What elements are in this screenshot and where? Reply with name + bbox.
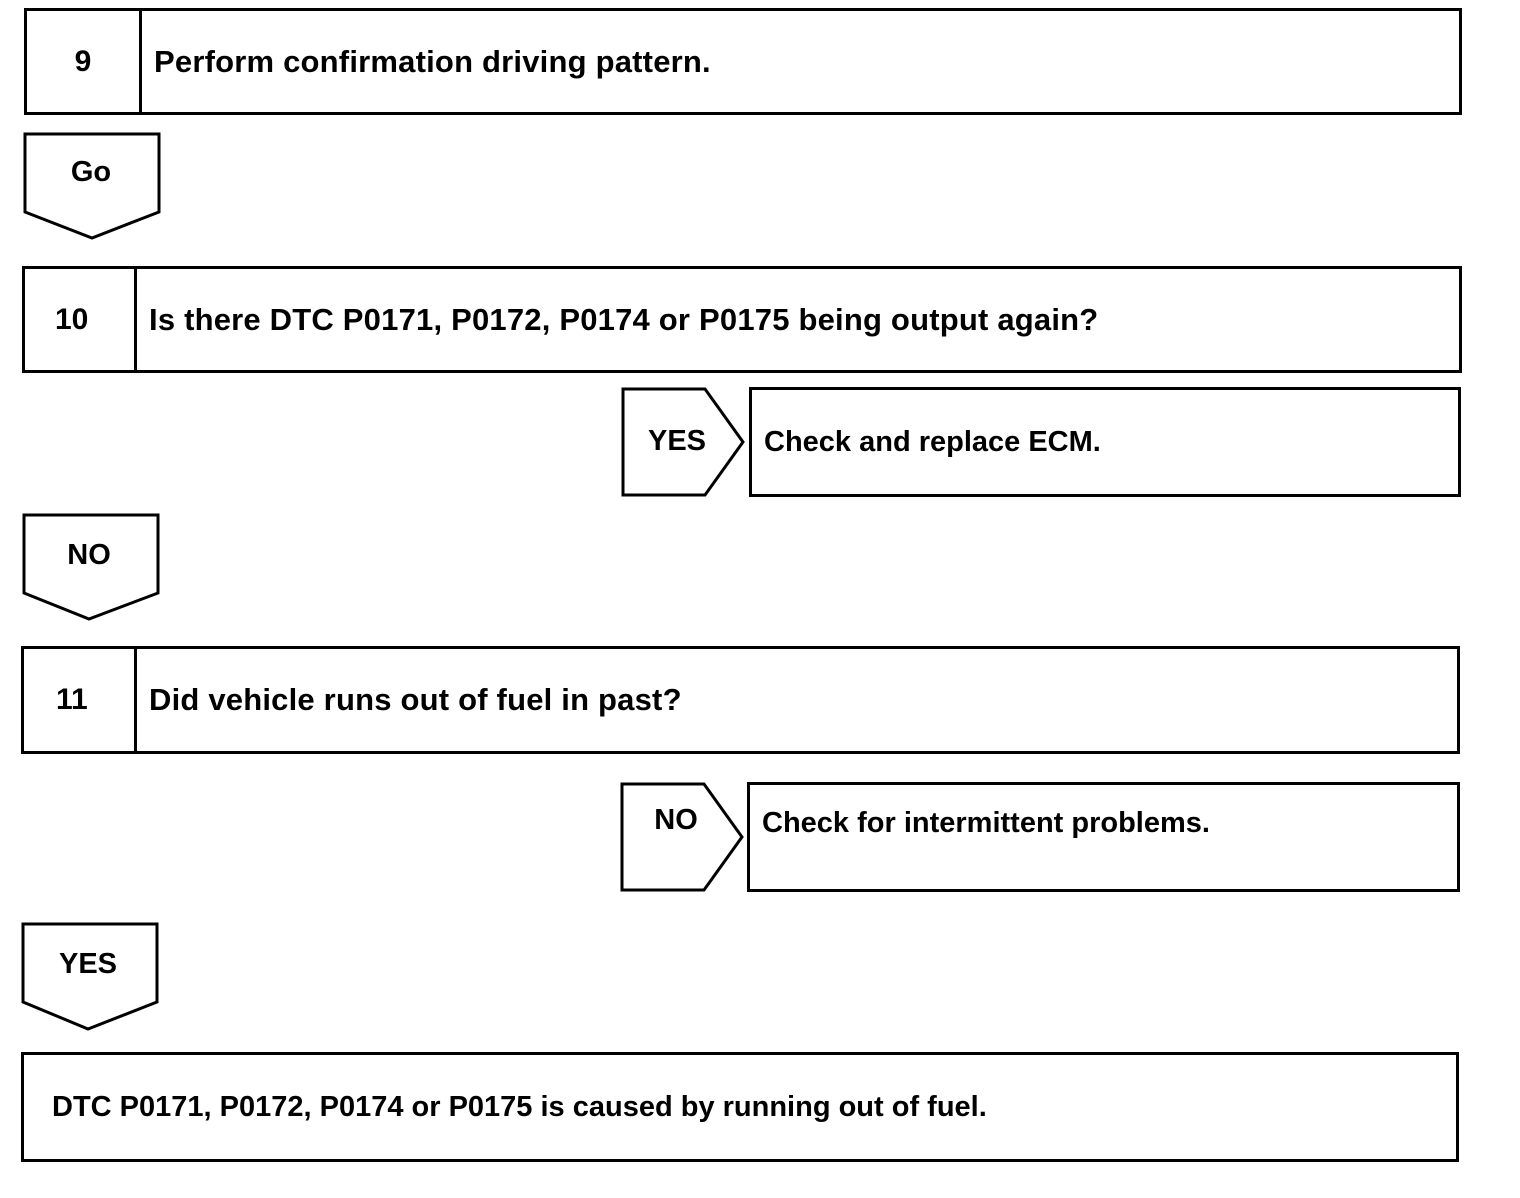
step-10-yes-arrow	[621, 387, 747, 497]
step-10-box	[22, 266, 1462, 373]
step-10-number: 10	[25, 269, 137, 370]
step-10-text: Is there DTC P0171, P0172, P0174 or P0175 being output again?	[149, 301, 1099, 337]
step-9-text: Perform confirmation driving pattern.	[154, 43, 711, 79]
step-11-box	[21, 646, 1460, 754]
right-arrow-shape	[620, 782, 746, 892]
final-conclusion-box: DTC P0171, P0172, P0174 or P0175 is caused by running out of fuel.	[21, 1052, 1459, 1162]
go-arrow	[23, 132, 163, 242]
step-11-yes-arrow	[21, 922, 161, 1034]
step-9-number: 9	[27, 11, 142, 112]
step-10-no-arrow	[22, 513, 162, 623]
step-10-yes-result: Check and replace ECM.	[749, 387, 1461, 497]
step-10-no-label: NO	[67, 539, 111, 571]
step-11-number: 11	[24, 649, 137, 751]
step-11-yes-label: YES	[58, 948, 118, 980]
step-11-text: Did vehicle runs out of fuel in past?	[149, 682, 682, 717]
step-11-no-arrow	[620, 782, 746, 892]
go-label: Go	[70, 156, 112, 188]
step-11-no-label: NO	[654, 804, 698, 836]
step-9-box	[24, 8, 1462, 115]
step-11-no-result: Check for intermittent problems.	[747, 782, 1460, 892]
step-10-yes-label: YES	[647, 425, 707, 457]
